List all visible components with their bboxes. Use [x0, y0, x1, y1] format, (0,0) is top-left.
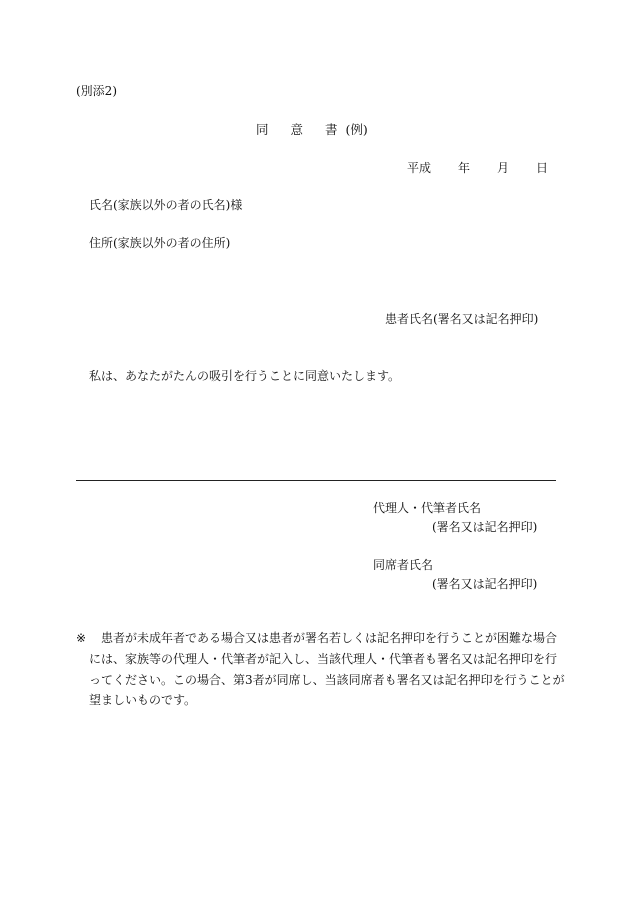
- date-line: [407, 162, 548, 174]
- agent-signature-note: (署名又は記名押印): [432, 520, 538, 534]
- document-title: [256, 124, 368, 137]
- title-char-3: 書: [325, 122, 338, 137]
- witness-name-label: 同席者氏名: [373, 558, 434, 572]
- patient-signature-label: 患者氏名(署名又は記名押印): [385, 312, 539, 326]
- attachment-label: (別添2): [76, 84, 117, 98]
- remark-line-1: 患者が未成年者である場合又は患者が署名若しくは記名押印を行うことが困難な場合: [101, 631, 558, 645]
- title-char-1: 同: [256, 122, 269, 137]
- remark-line-3: ってください。この場合、第3者が同席し、当該同席者も署名又は記名押印を行うことが: [89, 673, 565, 687]
- date-year: 年: [458, 161, 471, 175]
- date-era: 平成: [407, 161, 432, 175]
- agent-name-label: 代理人・代筆者氏名: [373, 501, 482, 515]
- title-char-2: 意: [290, 122, 304, 137]
- date-day: 日: [536, 161, 549, 175]
- section-divider: [76, 480, 556, 481]
- title-suffix: (例): [345, 122, 368, 137]
- recipient-name-line: 氏名(家族以外の者の氏名)様: [89, 198, 243, 212]
- date-month: 月: [497, 161, 510, 175]
- remark-line-4: 望ましいものです。: [89, 693, 197, 707]
- recipient-address-line: 住所(家族以外の者の住所): [89, 236, 231, 250]
- remark-mark: ※: [76, 631, 87, 645]
- remark-line-2: には、家族等の代理人・代筆者が記入し、当該代理人・代筆者も署名又は記名押印を行: [89, 652, 558, 666]
- witness-signature-note: (署名又は記名押印): [432, 577, 538, 591]
- consent-statement: 私は、あなたがたんの吸引を行うことに同意いたします。: [89, 369, 401, 383]
